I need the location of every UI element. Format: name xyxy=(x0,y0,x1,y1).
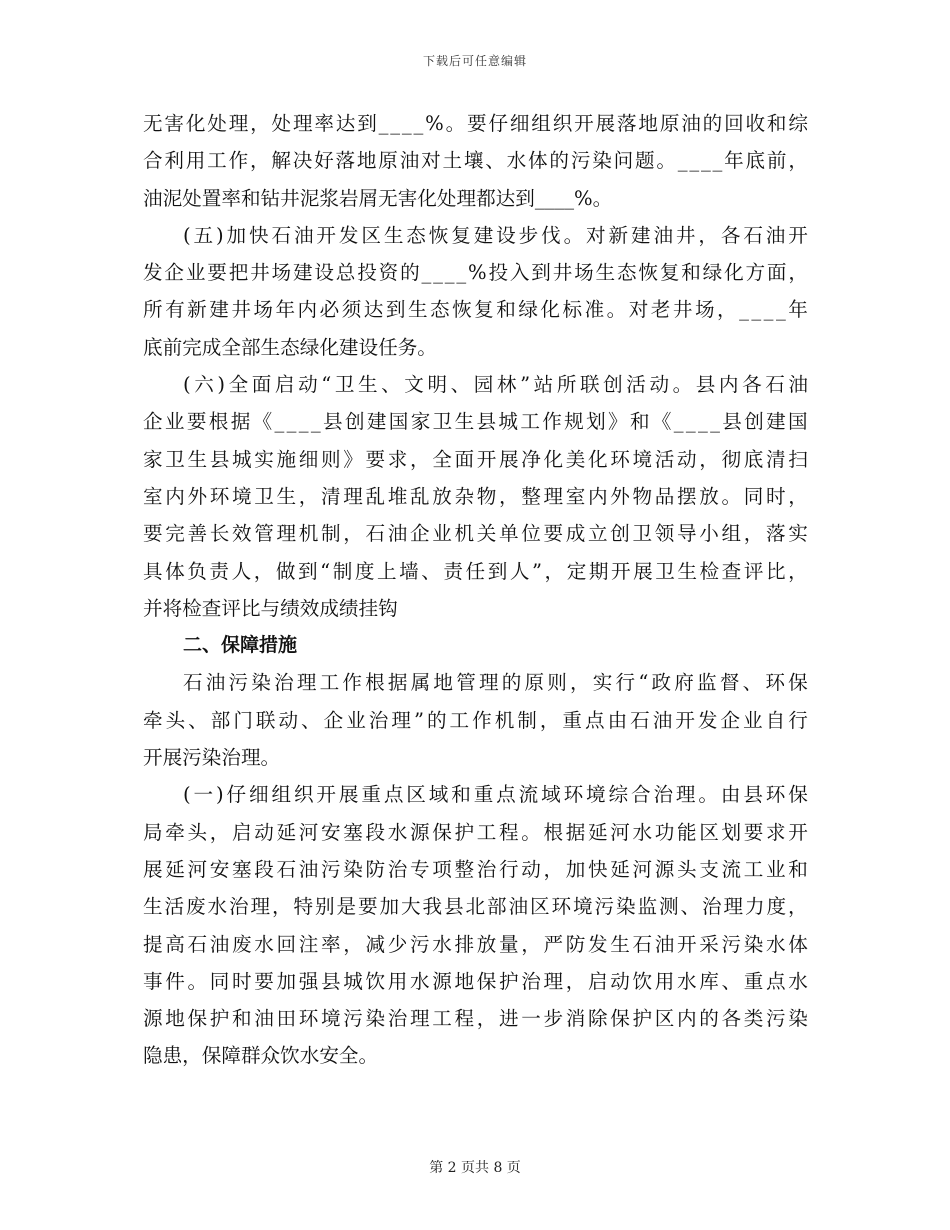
text-line: 牵 头 、 部 门 联 动 、 企 业 治 理 ” 的 工 作 机 制 ， 重 点 由 石 油 开 发 企 业 自 行 xyxy=(143,708,808,732)
paragraph xyxy=(143,776,808,1074)
text-line: 源 地 保 护 和 油 田 环 境 污 染 治 理 工 程 ， 进 一 步 消 除 保 护 区 内 的 各 类 污 染 xyxy=(143,1007,808,1031)
text-line: 要 完 善 长 效 管 理 机 制 ， 石 油 企 业 机 关 单 位 要 成 立 创 卫 领 导 小 组 ， 落 实 xyxy=(143,522,808,546)
text-line: 生 活 废 水 治 理 ， 特 别 是 要 加 大 我 县 北 部 油 区 环 境 污 染 监 测 、 治 理 力 度 ， xyxy=(143,895,808,919)
text-line: 开展污染治理。 xyxy=(143,746,281,770)
text-line: 企 业 要 根 据 《 _ _ _ _ 县 创 建 国 家 卫 生 县 城 工 作 规 划 》 和 《 _ _ _ _ 县 创 建 国 xyxy=(143,410,808,434)
paragraph xyxy=(143,105,808,217)
text-line: 事 件 。 同 时 要 加 强 县 城 饮 用 水 源 地 保 护 治 理 ， 启 动 饮 用 水 库 、 重 点 水 xyxy=(143,969,808,993)
text-line: ( 一 ) 仔 细 组 织 开 展 重 点 区 域 和 重 点 流 域 环 境 综 合 治 理 。 由 县 环 保 xyxy=(183,783,808,807)
text-line: 隐患，保障群众饮水安全。 xyxy=(143,1044,379,1068)
text-line: 无 害 化 处 理 ， 处 理 率 达 到 _ _ _ _ % 。 要 仔 细 组 织 开 展 落 地 原 油 的 回 收 和 综 xyxy=(143,112,808,135)
text-line: 发 企 业 要 把 井 场 建 设 总 投 资 的 _ _ _ _ % 投 入 到 井 场 生 态 恢 复 和 绿 化 方 面 ， xyxy=(143,261,808,285)
text-line: 展 延 河 安 塞 段 石 油 污 染 防 治 专 项 整 治 行 动 ， 加 快 延 河 源 头 支 流 工 业 和 xyxy=(143,857,808,881)
text-line: ( 五 ) 加 快 石 油 开 发 区 生 态 恢 复 建 设 步 伐 。 对 新 建 油 井 ， 各 石 油 开 xyxy=(183,223,808,247)
text-line: 具 体 负 责 人 ， 做 到 “ 制 度 上 墙 、 责 任 到 人 ” ， 定 期 开 展 卫 生 检 查 评 比 ， xyxy=(143,559,808,583)
text-line: 合 利 用 工 作 ， 解 决 好 落 地 原 油 对 土 壤 、 水 体 的 污 染 问 题 。 _ _ _ _ 年 底 前 ， xyxy=(143,149,808,173)
paragraph xyxy=(143,366,808,627)
paragraph xyxy=(143,217,808,366)
text-line: 所 有 新 建 井 场 年 内 必 须 达 到 生 态 恢 复 和 绿 化 标 准 。 对 老 井 场 ， _ _ _ _ 年 xyxy=(143,298,808,322)
text-line: 提 高 石 油 废 水 回 注 率 ， 减 少 污 水 排 放 量 ， 严 防 发 生 石 油 开 采 污 染 水 体 xyxy=(143,932,808,956)
text-line: 底前完成全部生态绿化建设任务。 xyxy=(143,335,437,359)
text-line: 家 卫 生 县 城 实 施 细 则 》 要 求 ， 全 面 开 展 净 化 美 化 环 境 活 动 ， 彻 底 清 扫 xyxy=(143,447,808,471)
text-line: 室 内 外 环 境 卫 生 ， 清 理 乱 堆 乱 放 杂 物 ， 整 理 室 内 外 物 品 摆 放 。 同 时 ， xyxy=(143,484,808,508)
text-line: 油泥处置率和钻井泥浆岩屑无害化处理都达到____%。 xyxy=(143,186,613,210)
text-line: 局 牵 头 ， 启 动 延 河 安 塞 段 水 源 保 护 工 程 。 根 据 延 河 水 功 能 区 划 要 求 开 xyxy=(143,820,808,844)
text-line: 并将检查评比与绩效成绩挂钩 xyxy=(143,596,398,620)
page-header: 下载后可任意编辑 xyxy=(422,54,527,68)
text-line: ( 六 ) 全 面 启 动 “ 卫 生 、 文 明 、 园 林 ” 站 所 联 创 活 动 。 县 内 各 石 油 xyxy=(183,373,808,397)
text-line: 石 油 污 染 治 理 工 作 根 据 属 地 管 理 的 原 则 ， 实 行 “ 政 府 监 督 、 环 保 xyxy=(183,671,808,695)
page-footer: 第 2 页共 8 页 xyxy=(429,1160,521,1176)
paragraph xyxy=(143,664,808,776)
document-body xyxy=(143,105,808,1075)
section-heading: 二、保障措施 xyxy=(183,634,298,657)
